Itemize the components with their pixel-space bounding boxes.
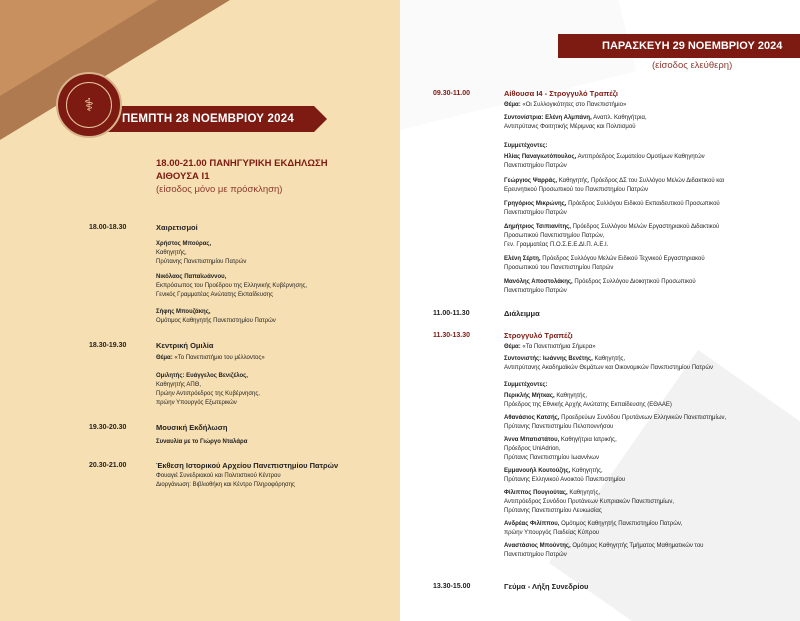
participant-detail: Πανεπιστημίου Πατρών [504,552,567,558]
theme-line [504,101,626,110]
coordinator-line [504,114,647,123]
participant-role: Καθηγητής, [569,490,601,496]
speaker-detail: πρώην Υπουργός Εξωτερικών [156,400,237,406]
participant-role: Πρόεδρος Συλλόγου Μελών Εργαστηριακού Διδακτικού [572,224,720,230]
speaker-label: Ομιλητής: [156,373,185,379]
section-title: Αίθουσα Ι4 - Στρογγυλό Τραπέζι [504,89,618,98]
participant-role: Προεδρεύων Συνόδου Πρυτάνεων Ελληνικών Πανεπιστημίων, [561,415,727,421]
participant-detail: Πρόεδρος της Εθνικής Αρχής Ανώτατης Εκπαίδευσης (ΕΘΑΑΕ) [504,402,672,408]
thursday-banner: ΠΕΜΠΤΗ 28 ΝΟΕΜΒΡΙΟΥ 2024 [108,106,314,132]
section-title: Κεντρική Ομιλία [156,341,214,350]
seal-emblem: ⚕ [66,82,112,128]
participant-detail: πρώην Υπουργός Παιδείας Κύπρου [504,530,600,536]
participants-label: Συμμετέχοντες: [504,143,548,149]
theme-line [156,354,265,363]
section-title: Γεύμα - Λήξη Συνεδρίου [504,582,589,591]
participant [504,200,720,209]
participant [504,520,683,529]
participant-name: Ελένη Σέρτη, [504,256,541,262]
theme-label: Θέμα: [156,355,173,361]
person-detail: Εκπρόσωπος του Προέδρου της Ελληνικής Κυβέρνησης, [156,283,308,289]
person-name: Νικόλαος Παπαϊωάννου, [156,274,227,280]
right-bottom-decoration [549,350,800,621]
person-name: Χρήστος Μπούρας, [156,241,212,247]
participant-name: Αναστάσιος Μπούντης, [504,543,571,549]
time-slot: 11.00-11.30 [433,310,470,317]
participant-name: Μανόλης Αποστολάκης, [504,279,573,285]
participant-role: Αντιπρόεδρος Σωματείου Ομοτίμων Καθηγητών [577,154,705,160]
participant-role: Καθηγητής, [571,468,603,474]
exhibition-detail: Διοργάνωση: Βιβλιοθήκη και Κέντρο Πληροφόρησης [156,482,295,488]
coordinator-detail: Αντιπρύτανις Φοιτητικής Μέριμνας και Πολιτισμού [504,124,636,130]
person-name: Σήφης Μπουζάκης, [156,309,211,315]
participant [504,153,705,162]
participant-name: Ηλίας Παναγιωτόπουλος, [504,154,577,160]
participant [504,392,587,401]
participant [504,223,719,232]
participant-role: Πρόεδρος Συλλόγου Ειδικού Εκπαιδευτικού Προσωπικού [568,201,720,207]
coordinator-detail: Αντιπρύτανης Ακαδημαϊκών Θεμάτων και Οικονομικών Πανεπιστημίου Πατρών [504,365,714,371]
participant-detail: Πρύτανις Πανεπιστημίου Ιωαννίνων [504,455,599,461]
participant-detail: Αντιπρόεδρος Συνόδου Πρυτάνεων Κυπριακών Πανεπιστημίων, [504,499,674,505]
theme-text: «Το Πανεπιστήμιο του μέλλοντος» [174,355,265,361]
coordinator-role: Αναπλ. Καθηγήτρια, [593,115,647,121]
participants-label: Συμμετέχοντες: [504,382,548,388]
university-seal-icon [56,72,122,138]
participant-role: Πρόεδρος Συλλόγου Μελών Ειδικού Τεχνικού Εργαστηριακού [542,256,705,262]
theme-line [504,343,596,352]
coordinator-line [504,355,625,364]
participant-name: Άννα Μπατιστάτου, [504,437,560,443]
participant [504,414,726,423]
speaker-detail: Καθηγητής ΑΠΘ, [156,382,202,388]
gala-headline [156,157,328,196]
coordinator-label: Συντονιστής: [504,356,542,362]
participant-detail: Προσωπικού του Πανεπιστημίου Πατρών [504,265,614,271]
participant-name: Φίλιππος Πουγιούτας, [504,490,568,496]
gala-entry-note: (είσοδος μόνο με πρόσκληση) [156,184,283,195]
gala-room: ΑΙΘΟΥΣΑ Ι1 [156,171,210,182]
coordinator-name: Ιωάννης Βενέτης, [542,356,593,362]
participant-name: Ανδρέας Φιλίππου, [504,521,560,527]
participant-detail: Πανεπιστημίου Πατρών [504,288,567,294]
coordinator-name: Ελένη Αλμπάνη, [545,115,592,121]
participant [504,278,696,287]
participant [504,177,724,186]
participant [504,489,600,498]
participant-name: Δημήτριος Τσιπιανίτης, [504,224,571,230]
participant-detail: Γεν. Γραμματέας Π.Ο.Σ.Ε.Ε.ΔΙ.Π. Α.Ε.Ι. [504,242,609,248]
coordinator-role: Καθηγητής, [594,356,626,362]
participant-detail: Πανεπιστημίου Πατρών [504,163,567,169]
person-detail: Γενικός Γραμματέας Ανώτατης Εκπαίδευσης [156,292,274,298]
participant-name: Περικλής Μήτκας, [504,393,555,399]
participant-detail: Πανεπιστημίου Πατρών [504,210,567,216]
gala-title: 18.00-21.00 ΠΑΝΗΓΥΡΙΚΗ ΕΚΔΗΛΩΣΗ [156,158,328,169]
participant-detail: Πρύτανης Πανεπιστημίου Πελοποννήσου [504,424,614,430]
participant-role: Καθηγήτρια Ιατρικής, [560,437,617,443]
speaker-line [156,372,248,381]
participant-name: Αθανάσιος Κατσής, [504,415,560,421]
theme-label: Θέμα: [504,344,521,350]
time-slot: 20.30-21.00 [89,462,127,469]
participant-detail: Πρόεδρος UniAdrion, [504,446,561,452]
participant-role: Ομότιμος Καθηγητής Τμήματος Μαθηματικών του [572,543,704,549]
coordinator-label: Συντονίστρια: [504,115,544,121]
participant [504,542,703,551]
exhibition-detail: Φουαγιέ Συνεδριακού και Πολιτιστικού Κέντρου [156,473,281,479]
time-slot: 11.30-13.30 [433,332,470,339]
theme-label: Θέμα: [504,102,521,108]
section-title: Στρογγυλό Τραπέζι [504,331,573,340]
person-detail: Ομότιμος Καθηγητής Πανεπιστημίου Πατρών [156,318,276,324]
participant [504,436,617,445]
participant-role: Καθηγητής, Πρόεδρος ΔΣ του Συλλόγου Μελών Διδακτικού και [558,178,724,184]
person-detail: Καθηγητής, [156,250,187,256]
participant-name: Γρηγόριος Μικρώνης, [504,201,567,207]
participant-detail: Πρύτανης Ελληνικού Ανοικτού Πανεπιστημίου [504,477,626,483]
time-slot: 19.30-20.30 [89,424,127,431]
participant-detail: Προσωπικού Πανεπιστημίου Πατρών, [504,233,605,239]
theme-text: «Οι Συλλογικότητες στο Πανεπιστήμιο» [522,102,627,108]
participant [504,255,705,264]
section-title: Διάλειμμα [504,309,540,318]
time-slot: 13.30-15.00 [433,583,471,590]
person-detail: Πρύτανης Πανεπιστημίου Πατρών [156,259,247,265]
speaker-detail: Πρώην Αντιπρόεδρος της Κυβέρνησης, [156,391,260,397]
participant-name: Εμμανουήλ Κουτούζης, [504,468,571,474]
participant-detail: Πρύτανης Πανεπιστημίου Λευκωσίας [504,508,602,514]
participant-role: Καθηγητής, [556,393,588,399]
free-entry-note: (είσοδος ελεύθερη) [652,60,733,71]
concert-detail: Συναυλία με το Γιώργο Νταλάρα [156,439,248,445]
speaker-name: Ευάγγελος Βενιζέλος, [186,373,248,379]
time-slot: 18.30-19.30 [89,342,127,349]
participant-detail: Ερευνητικού Προσωπικού του Πανεπιστημίου Πατρών [504,187,648,193]
section-title: Χαιρετισμοί [156,223,198,232]
time-slot: 18.00-18.30 [89,224,127,231]
time-slot: 09.30-11.00 [433,90,470,97]
friday-banner: ΠΑΡΑΣΚΕΥΗ 29 ΝΟΕΜΒΡΙΟΥ 2024 [558,34,800,58]
section-title: Μουσική Εκδήλωση [156,423,228,432]
participant-role: Πρόεδρος Συλλόγου Διοικητικού Προσωπικού [574,279,696,285]
participant-name: Γεώργιος Ψαρράς, [504,178,558,184]
participant-role: Ομότιμος Καθηγητής Πανεπιστημίου Πατρών, [561,521,683,527]
section-title: Έκθεση Ιστορικού Αρχείου Πανεπιστημίου Πατρών [156,461,339,470]
theme-text: «Τα Πανεπιστήμια Σήμερα» [522,344,596,350]
participant [504,467,603,476]
